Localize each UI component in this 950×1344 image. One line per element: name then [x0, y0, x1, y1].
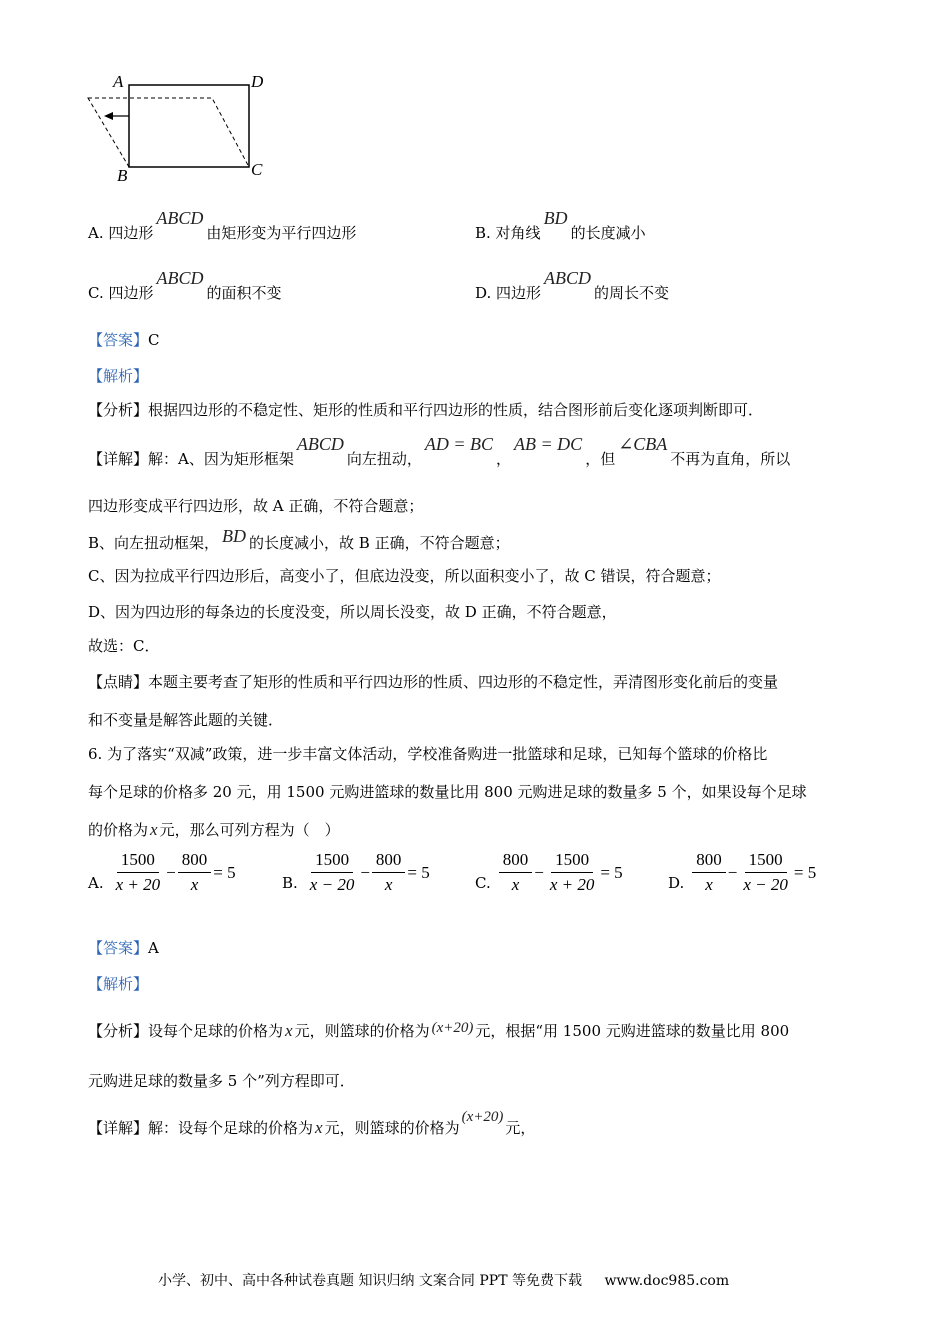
q5-answer: 【答案】C	[88, 331, 160, 349]
footer-url[interactable]: www.doc985.com	[604, 1273, 730, 1289]
q5-detail-c: C、因为拉成平行四边形后，高变小了，但底边没变，所以面积变小了，故 C 错误，符合题意；	[88, 567, 721, 585]
q5-detail-line2: 四边形变成平行四边形，故 A 正确，不符合题意；	[88, 497, 424, 515]
q5-detail-b: B、向左扭动框架， BD 的长度减小，故 B 正确，不符合题意；	[88, 526, 510, 552]
q6-stem-line3: 的价格为 x 元，那么可列方程为（ ）	[88, 820, 340, 839]
vertex-label-a: A	[113, 72, 124, 91]
q5-analysis-tag: 【解析】	[88, 367, 149, 385]
q5-detail-line1: 【详解】解：A、因为矩形框架ABCD向左扭动，AD = BC，AB = DC，但∠CBA不再为直角，所以	[88, 434, 791, 468]
geometry-figure	[80, 70, 280, 190]
rectangle-abcd	[129, 85, 249, 167]
q5-fenxi: 【分析】根据四边形的不稳定性、矩形的性质和平行四边形的性质，结合图形前后变化逐项判断即可．	[88, 401, 764, 419]
q6-fenxi-line1: 【分析】设每个足球的价格为 x 元，则篮球的价格为 (x+20) 元，根据“用 1500 元购进篮球的数量比用 800	[88, 1020, 790, 1040]
q6-option-b: B. $\frac{1500}{x - 20}$ − $\frac{800}{x}$ = 5	[282, 850, 430, 894]
q6-analysis-tag: 【解析】	[88, 975, 149, 993]
q6-fenxi-line2: 元购进足球的数量多 5 个”列方程即可．	[88, 1072, 355, 1090]
page-footer	[158, 1270, 729, 1290]
q5-conclusion: 故选：C．	[88, 637, 160, 655]
q5-dianjing-line2: 和不变量是解答此题的关键．	[88, 711, 284, 729]
q6-option-d: D. $\frac{800}{x}$ − $\frac{1500}{x - 20}$ = 5	[668, 850, 817, 894]
q5-option-c: C. 四边形ABCD的面积不变	[88, 268, 282, 302]
q6-stem-line2: 每个足球的价格多 20 元，用 1500 元购进篮球的数量比用 800 元购进足球的数量多 5 个，如果设每个足球	[88, 783, 807, 801]
q5-option-a: A. 四边形ABCD由矩形变为平行四边形	[88, 208, 357, 242]
q6-stem-line1: 6. 为了落实“双减”政策，进一步丰富文体活动，学校准备购进一批篮球和足球，已知每个篮球的价格比	[88, 745, 768, 763]
arrow-left-icon	[104, 112, 113, 120]
footer-text: 小学、初中、高中各种试卷真题 知识归纳 文案合同 PPT 等免费下载	[158, 1273, 582, 1289]
q6-option-a: A. $\frac{1500}{x + 20}$ − $\frac{800}{x}$ = 5	[88, 850, 236, 894]
q5-option-b: B. 对角线BD的长度减小	[475, 208, 646, 242]
q5-option-d: D. 四边形ABCD的周长不变	[475, 268, 670, 302]
q6-option-c: C. $\frac{800}{x}$ − $\frac{1500}{x + 20}$ = 5	[475, 850, 623, 894]
vertex-label-d: D	[251, 72, 264, 91]
vertex-label-b: B	[117, 166, 128, 185]
q6-detail-line1: 【详解】解：设每个足球的价格为 x 元，则篮球的价格为(x+20)元，	[88, 1109, 536, 1137]
dashed-parallelogram	[88, 98, 249, 167]
vertex-label-c: C	[251, 160, 263, 179]
q5-dianjing-line1: 【点睛】本题主要考查了矩形的性质和平行四边形的性质、四边形的不稳定性，弄清图形变化前后的变量	[88, 673, 779, 691]
q5-detail-d: D、因为四边形的每条边的长度没变，所以周长没变，故 D 正确，不符合题意，	[88, 603, 617, 621]
q6-answer: 【答案】A	[88, 939, 159, 957]
